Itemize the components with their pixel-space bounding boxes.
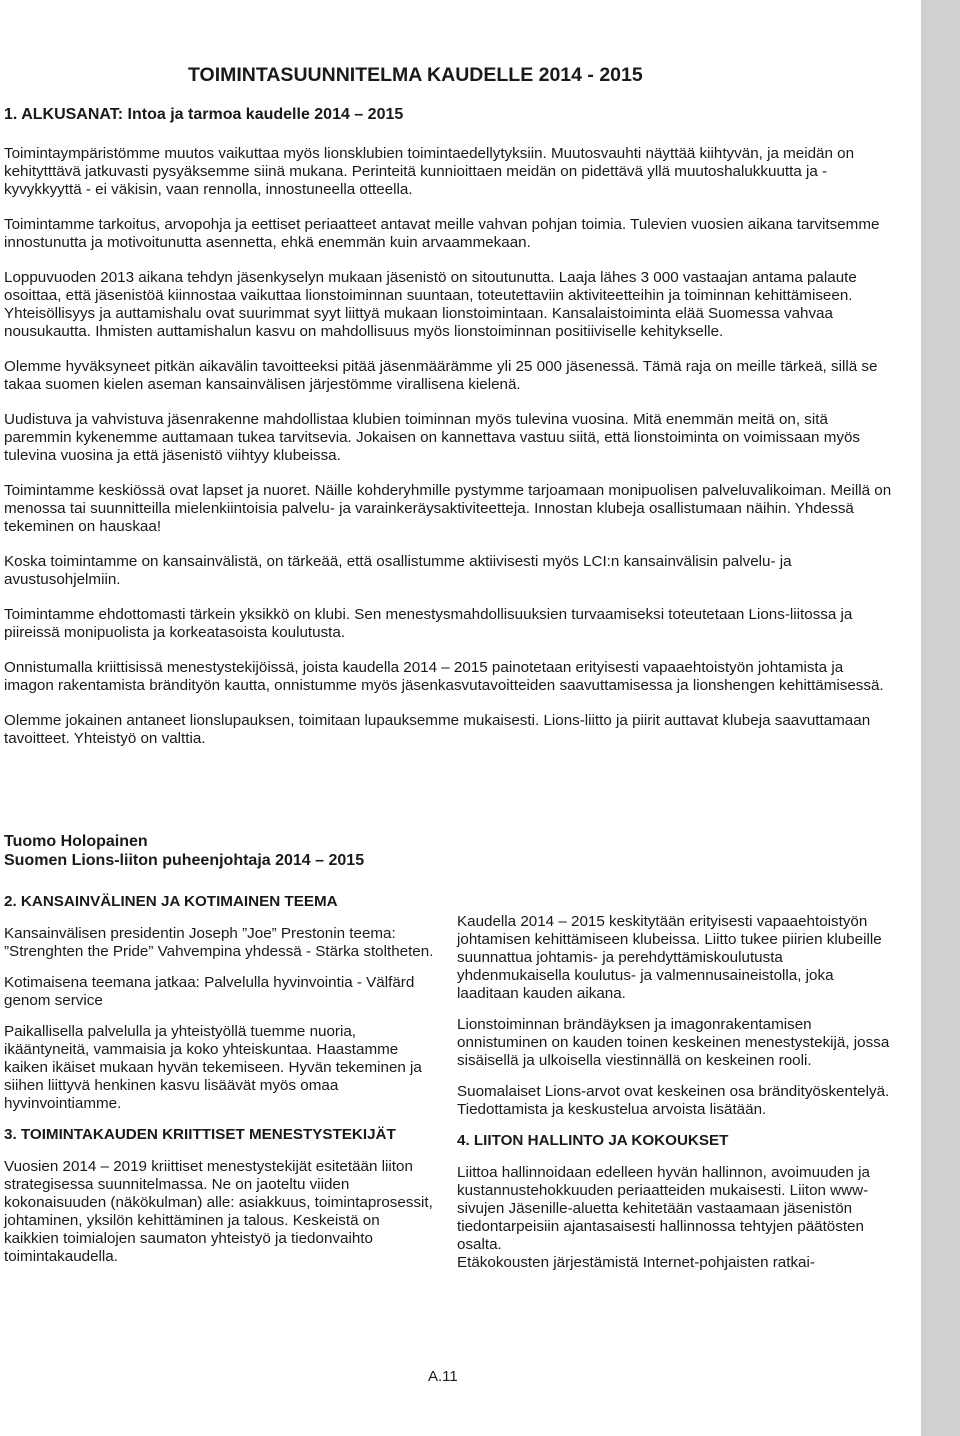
foreword-paragraph: Olemme hyväksyneet pitkän aikavälin tavoitteeksi pitää jäsenmäärämme yli 25 000 jäsenessä. Tämä raja on meille tärkeä, sillä se takaa suomen kielen aseman kansainvälisen järjestömme virallisena kielenä.	[4, 358, 878, 393]
success-factors-paragraph: Suomalaiset Lions-arvot ovat keskeinen osa brändityöskentelyä. Tiedottamista ja keskustelua arvoista lisätään.	[457, 1083, 890, 1118]
administration-paragraph: Liittoa hallinnoidaan edelleen hyvän hallinnon, avoimuuden ja kustannustehokkuuden periaatteiden mukaisesti. Liiton www-sivujen Jäsenille-aluetta kehitetään vastaamaan jäsenistön tiedontarpeisiin ajantasaisesti hallinnossa tehtyjen päätösten osalta.	[457, 1164, 870, 1253]
document-title: TOIMINTASUUNNITELMA KAUDELLE 2014 - 2015	[188, 64, 643, 86]
success-factors-paragraph: Lionstoiminnan brändäyksen ja imagonrakentamisen onnistuminen on kauden toinen keskeinen menestystekijä, jossa sisäisellä ja ulkoisella viestinnällä on keskeinen rooli.	[457, 1016, 890, 1069]
right-column	[457, 913, 893, 1285]
theme-paragraph: Kansainvälisen presidentin Joseph ”Joe” Prestonin teema: ”Strenghten the Pride” Vahvempina yhdessä - Stärka stoltheten.	[4, 925, 434, 960]
foreword-paragraph: Uudistuva ja vahvistuva jäsenrakenne mahdollistaa klubien toiminnan myös tulevina vuosina. Mitä enemmän meitä on, sitä paremmin kykenemme auttamaan tukea tarvitsevia. Jokaisen on kannettava vastuu siitä, että lionstoiminta on voimissaan myös tulevina vuosina ja että jäsenistö viihtyy klubeissa.	[4, 411, 860, 464]
section-2-heading: 2. KANSAINVÄLINEN JA KOTIMAINEN TEEMA	[4, 893, 338, 910]
foreword-paragraph: Loppuvuoden 2013 aikana tehdyn jäsenkyselyn mukaan jäsenistö on sitoutunutta. Laaja lähes 3 000 vastaajan antama palaute osoittaa, että jäsenistöä kiinnostaa vaikuttaa lionstoiminnan suuntaan, toteutettaviin aktiviteetteihin ja toiminnan kehittämiseen. Yhteisöllisyys ja auttamishalu ovat suurimmat syyt liittyä mukaan lionstoimintaan. Kansalaistoiminta elää Suomessa vahvaa nousukautta. Ihmisten auttamishalun kasvu on mahdollisuus myös lionstoiminnan positiiviselle kehitykselle.	[4, 269, 857, 340]
foreword-paragraph: Toimintamme keskiössä ovat lapset ja nuoret. Näille kohderyhmille pystymme tarjoamaan monipuolisen palveluvalikoiman. Meillä on menossa tai suunnitteilla mielenkiintoisia palvelu- ja varainkeräysaktiviteetteja. Innostan klubeja osallistumaan näihin. Yhdessä tekeminen on hauskaa!	[4, 482, 892, 535]
foreword-paragraph: Toimintamme ehdottomasti tärkein yksikkö on klubi. Sen menestysmahdollisuuksien turvaamiseksi toteutetaan Lions-liitossa ja piireissä monipuolista ja korkeatasoista koulutusta.	[4, 606, 853, 641]
signature-block	[4, 832, 364, 870]
side-margin-strip	[921, 0, 960, 1436]
foreword-paragraph: Toimintamme tarkoitus, arvopohja ja eettiset periaatteet antavat meille vahvan pohjan toimia. Tulevien vuosien aikana tarvitsemme innostunutta ja motivoitunutta asennetta, ehkä enemmän kuin arvaammekaan.	[4, 216, 880, 251]
foreword-paragraph: Toimintaympäristömme muutos vaikuttaa myös lionsklubien toimintaedellytyksiin. Muutosvauhti näyttää kiihtyvän, ja meidän on kehitytttävä jatkuvasti pysyäksemme siinä mukana. Perinteitä kunnioittaen meidän on pidettävä yllä muutoshalukkuutta ja -kyvykkyyttä - ei väkisin, vaan rennolla, innostuneella otteella.	[4, 145, 855, 198]
theme-paragraph: Kotimaisena teemana jatkaa: Palvelulla hyvinvointia - Välfärd genom service	[4, 974, 415, 1009]
foreword-paragraph: Olemme jokainen antaneet lionslupauksen, toimitaan lupauksemme mukaisesti. Lions-liitto ja piirit auttavat klubeja saavuttamaan tavoitteet. Yhteistyö on valttia.	[4, 712, 871, 747]
administration-paragraph: Etäkokousten järjestämistä Internet-pohjaisten ratkai-	[457, 1254, 815, 1271]
left-column	[4, 893, 436, 1279]
signature-name: Tuomo Holopainen	[4, 833, 148, 850]
success-factors-paragraph: Vuosien 2014 – 2019 kriittiset menestystekijät esitetään liiton strategisessa suunnitelmassa. Ne on jaoteltu viiden kokonaisuuden (näkökulman) alle: asiakkuus, toimintaprosessit, johtaminen, yksilön kehittäminen ja talous. Keskeistä on kaikkien toimialojen saumaton yhteistyö ja tiedonvaihto toimintakaudella.	[4, 1158, 433, 1265]
foreword-paragraph: Koska toimintamme on kansainvälistä, on tärkeää, että osallistumme aktiivisesti myös LCI:n kansainvälisin palvelu- ja avustusohjelmiin.	[4, 553, 792, 588]
theme-paragraph: Paikallisella palvelulla ja yhteistyöllä tuemme nuoria, ikääntyneitä, vammaisia ja koko yhteiskuntaa. Haastamme kaiken ikäiset mukaan hyvän tekemiseen. Hyvän tekeminen ja siihen liittyvä henkinen kasvu lisäävät myös omaa hyvinvointiamme.	[4, 1023, 422, 1112]
signature-role: Suomen Lions-liiton puheenjohtaja 2014 – 2015	[4, 852, 365, 869]
success-factors-paragraph: Kaudella 2014 – 2015 keskitytään erityisesti vapaaehtoistyön johtamisen kehittämiseen klubeissa. Liitto tukee piirien klubeille suunnattua johtamis- ja perehdyttämiskoulutusta yhdenmukaisella koulutus- ja valmennusaineistolla, joka laaditaan kauden aikana.	[457, 913, 882, 1002]
foreword-paragraph: Onnistumalla kriittisissä menestystekijöissä, joista kaudella 2014 – 2015 painotetaan erityisesti vapaaehtoistyön johtamista ja imagon rakentamista brändityön kautta, onnistumme myös jäsenkasvutavoitteiden saavuttamisessa ja lionshengen kehittämisessä.	[4, 659, 884, 694]
section-1-heading: 1. ALKUSANAT: Intoa ja tarmoa kaudelle 2014 – 2015	[4, 106, 404, 123]
page-number: A.11	[428, 1368, 458, 1385]
foreword-body	[4, 145, 894, 765]
section-3-heading: 3. TOIMINTAKAUDEN KRIITTISET MENESTYSTEKIJÄT	[4, 1126, 396, 1143]
section-4-heading: 4. LIITON HALLINTO JA KOKOUKSET	[457, 1132, 729, 1149]
